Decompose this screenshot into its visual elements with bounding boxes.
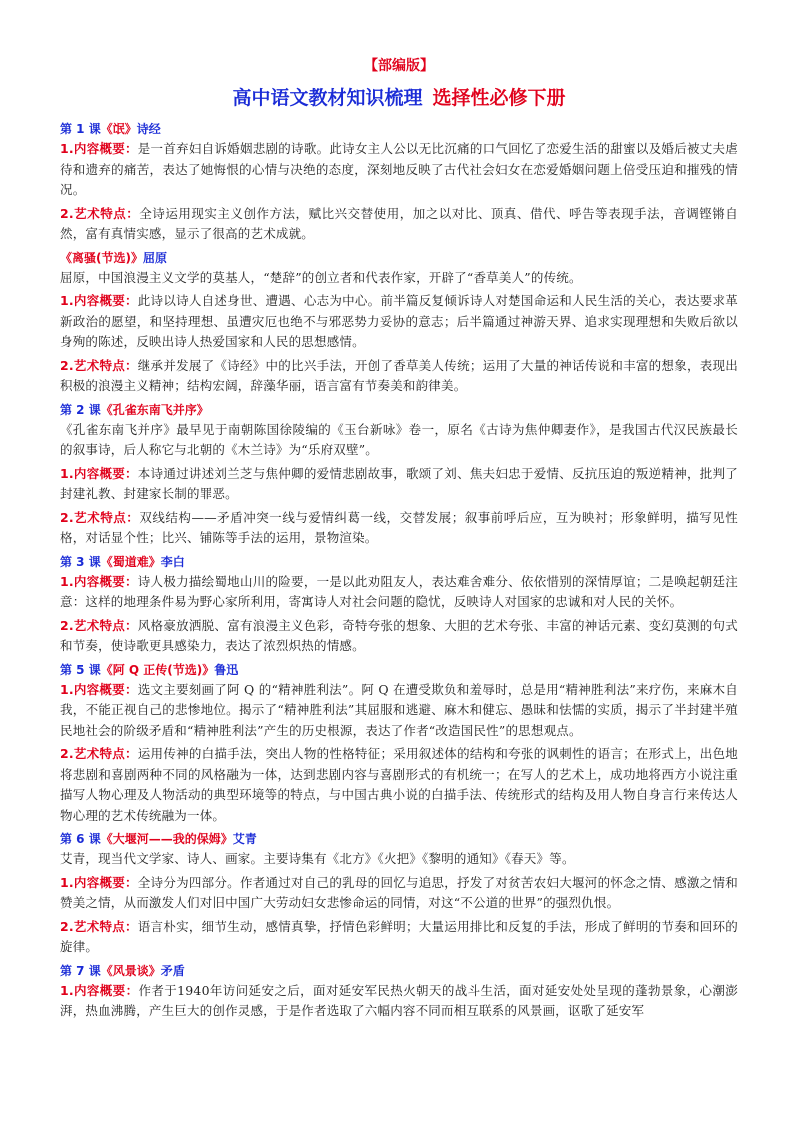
lesson-no: 第 7 课 bbox=[60, 963, 101, 978]
lesson-title: 《风景谈》 bbox=[100, 963, 161, 978]
point-text: 双线结构——矛盾冲突一线与爱情纠葛一线，交替发展；叙事前呼后应，互为映衬；形象鲜明，描写见性格，对话显个性；比兴、铺陈等手法的运用，景物渲染。 bbox=[60, 509, 738, 545]
point-label: 2.艺术特点： bbox=[60, 205, 140, 221]
lesson-point bbox=[60, 204, 738, 245]
lesson-no: 第 6 课 bbox=[60, 832, 101, 846]
lesson-point bbox=[60, 917, 738, 958]
title-sub: 选择性必修下册 bbox=[432, 87, 566, 109]
lesson-no: 第 2 课 bbox=[60, 402, 101, 417]
lesson-heading bbox=[60, 552, 738, 572]
lesson-author: 矛盾 bbox=[160, 963, 185, 978]
content-body bbox=[60, 119, 738, 1022]
lesson-intro: 屈原，中国浪漫主义文学的莫基人，“楚辞”的创立者和代表作家，开辟了“香草美人”的传统。 bbox=[60, 269, 582, 285]
lesson-point bbox=[60, 680, 738, 742]
document-page bbox=[60, 55, 738, 1025]
point-label: 2.艺术特点： bbox=[60, 918, 138, 934]
point-text: 全诗运用现实主义创作方法，赋比兴交替使用，加之以对比、顶真、借代、呼告等表现手法，音调铿锵自然，富有真情实感，显示了很高的艺术成就。 bbox=[60, 205, 738, 241]
title-main: 高中语文教材知识梳理 bbox=[232, 87, 423, 109]
lesson-author: 李白 bbox=[160, 554, 185, 569]
edition-tag: 【部编版】 bbox=[364, 58, 434, 74]
lesson-title: 《离骚(节选)》 bbox=[60, 250, 143, 265]
point-label: 1.内容概要： bbox=[60, 141, 138, 156]
point-text: 语言朴实，细节生动，感情真挚，抒情色彩鲜明；大量运用排比和反复的手法，形成了鲜明的节奏和回环的旋律。 bbox=[60, 918, 738, 954]
lesson-point bbox=[60, 139, 738, 201]
point-text: 是一首弃妇自诉婚姻悲剧的诗歌。此诗女主人公以无比沉痛的口气回忆了恋爱生活的甜蜜以及婚后被丈夫虐待和遗弃的痛苦，表达了她悔恨的心情与决绝的态度，深刻地反映了古代社会妇女在恋爱婚姻问题上倍受压迫和摧残的情况。 bbox=[60, 141, 738, 197]
lesson-no: 第 5 课 bbox=[60, 662, 101, 677]
lesson-title: 《阿 Q 正传(节选)》 bbox=[100, 662, 215, 677]
lesson-heading bbox=[60, 660, 738, 680]
lesson-point bbox=[60, 291, 738, 353]
point-label: 1.内容概要： bbox=[60, 293, 138, 308]
point-label: 2.艺术特点： bbox=[60, 617, 138, 633]
point-text: 诗人极力描绘蜀地山川的险要，一是以此劝阻友人，表达难舍难分、依依惜别的深情厚谊；二是唤起朝廷注意：这样的地理条件易为野心家所利用，寄寓诗人对社会问题的隐忧，反映诗人对国家的忠诚和对人民的关怀。 bbox=[60, 573, 738, 609]
point-text: 选文主要刻画了阿 Q 的“精神胜利法”。阿 Q 在遭受欺负和羞辱时，总是用“精神胜利法”来疗伤，来麻木自我，不能正视自己的悲惨地位。揭示了“精神胜利法”其屈服和逃避、麻木和健忘、愚昧和怯懦的实质，揭示了半封建半殖民地社会的阶级矛盾和“精神胜利法”产生的历史根源，表达了作者“改造国民性”的思想观点。 bbox=[60, 681, 738, 738]
lesson-author: 鲁迅 bbox=[214, 662, 239, 677]
lesson-point bbox=[60, 981, 738, 1022]
lesson-point bbox=[60, 356, 738, 397]
lesson-title: 《氓》 bbox=[100, 122, 137, 136]
page-title bbox=[60, 83, 738, 113]
point-text: 本诗通过讲述刘兰芝与焦仲卿的爱情悲剧故事，歌颂了刘、焦夫妇忠于爱情、反抗压迫的叛逆精神，批判了封建礼教、封建家长制的罪恶。 bbox=[60, 465, 738, 501]
lesson-author: 艾青 bbox=[232, 832, 257, 846]
lesson-heading bbox=[60, 961, 738, 981]
lesson-point bbox=[60, 464, 738, 505]
point-label: 2.艺术特点： bbox=[60, 746, 138, 761]
point-label: 2.艺术特点： bbox=[60, 509, 140, 525]
point-label: 2.艺术特点： bbox=[60, 357, 138, 373]
lesson-point bbox=[60, 873, 738, 914]
lesson-title: 《蜀道难》 bbox=[100, 554, 161, 569]
point-text: 风格豪放洒脱、富有浪漫主义色彩，奇特夸张的想象、大胆的艺术夸张、丰富的神话元素、变幻莫测的句式和节奏，使诗歌更具感染力，表达了浓烈炽热的情感。 bbox=[60, 617, 738, 653]
point-label: 1.内容概要： bbox=[60, 573, 138, 589]
point-label: 1.内容概要： bbox=[60, 874, 138, 890]
lesson-intro: 艾青，现当代文学家、诗人、画家。主要诗集有《北方》《火把》《黎明的通知》《春天》等。 bbox=[60, 851, 575, 866]
lesson-heading bbox=[60, 829, 738, 849]
point-label: 1.内容概要： bbox=[60, 681, 138, 697]
lesson-point bbox=[60, 572, 738, 613]
lesson-title: 《孔雀东南飞并序》 bbox=[100, 402, 209, 417]
lesson-title: 《大堰河——我的保姆》 bbox=[100, 832, 233, 846]
lesson-author: 诗经 bbox=[136, 122, 161, 136]
lesson-heading bbox=[60, 400, 738, 420]
point-label: 1.内容概要： bbox=[60, 982, 139, 998]
lesson-heading bbox=[60, 248, 738, 268]
lesson-intro: 《孔雀东南飞并序》最早见于南朝陈国徐陵编的《玉台新咏》卷一，原名《古诗为焦仲卿妻作》，是我国古代汉民族最长的叙事诗，后人称它与北朝的《木兰诗》为“乐府双壁”。 bbox=[60, 421, 738, 457]
lesson-author: 屈原 bbox=[142, 250, 167, 265]
point-text: 运用传神的白描手法，突出人物的性格特征；采用叙述体的结构和夸张的讽刺性的语言；在形式上，出色地将悲剧和喜剧两种不同的风格融为一体，达到悲剧内容与喜剧形式的有机统一；在写人的艺术上，成功地将西方小说注重描写人物心理及人物活动的典型环境等的特点，与中国古典小说的白描手法、传统形式的结构及用人物自身言行来传达人物心理的艺术传统融为一体。 bbox=[60, 746, 738, 823]
point-text: 此诗以诗人自述身世、遭遇、心志为中心。前半篇反复倾诉诗人对楚国命运和人民生活的关心，表达要求革新政治的愿望，和坚持理想、虽遭灾厄也绝不与邪恶势力妥协的意志；后半篇通过神游天界、追求实现理想和失败后欲以身殉的陈述，反映出诗人热爱国家和人民的思想感情。 bbox=[60, 293, 738, 349]
point-text: 全诗分为四部分。作者通过对自己的乳母的回忆与追思，抒发了对贫苦农妇大堰河的怀念之情、感激之情和赞美之情，从而激发人们对旧中国广大劳动妇女悲惨命运的同情，对这“不公道的世界”的强烈仇恨。 bbox=[60, 874, 738, 910]
lesson-point bbox=[60, 508, 738, 549]
lesson-no: 第 1 课 bbox=[60, 122, 101, 136]
lesson-point bbox=[60, 744, 738, 826]
lesson-heading bbox=[60, 119, 738, 139]
point-text: 继承并发展了《诗经》中的比兴手法，开创了香草美人传统；运用了大量的神话传说和丰富的想象，表现出积极的浪漫主义精神；结构宏阔，辞藻华丽，语言富有节奏美和韵律美。 bbox=[60, 357, 738, 393]
point-label: 1.内容概要： bbox=[60, 465, 138, 481]
point-text: 作者于1940年访问延安之后，面对延安军民热火朝天的战斗生活，面对延安处处呈现的蓬勃景象，心潮澎湃，热血沸腾，产生巨大的创作灵感，于是作者选取了六幅内容不同而相互联系的风景画，讴歌了延安军 bbox=[60, 982, 738, 1018]
lesson-no: 第 3 课 bbox=[60, 554, 101, 569]
lesson-point bbox=[60, 616, 738, 657]
